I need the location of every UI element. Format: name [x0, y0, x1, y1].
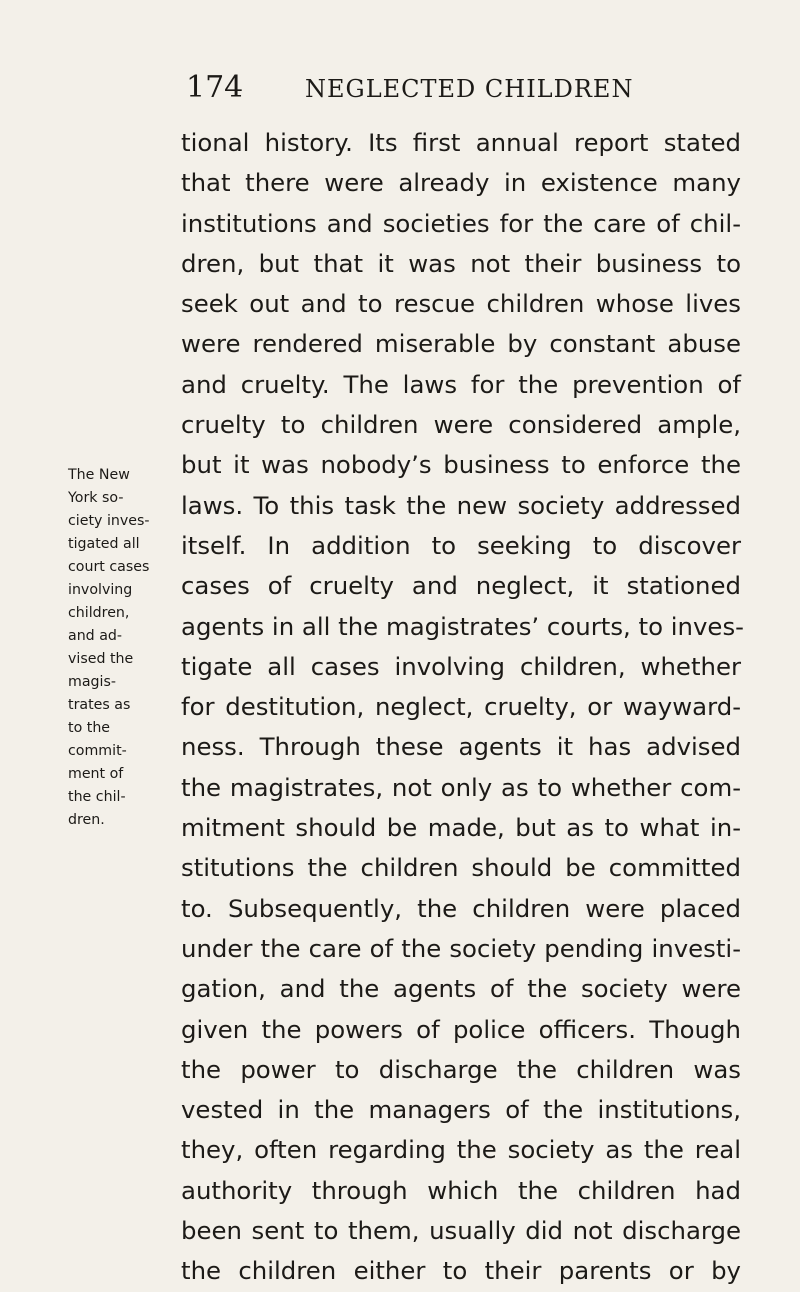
- body-line: the power to discharge the children was: [181, 1054, 741, 1084]
- body-line: tigate all cases involving children, whether: [181, 651, 741, 681]
- body-line: mitment should be made, but as to what in-: [181, 813, 741, 843]
- body-line: to. Subsequently, the children were placed: [181, 893, 741, 923]
- margin-note-line: York so-: [68, 490, 124, 506]
- body-line: itself. In addition to seeking to discover: [181, 530, 741, 560]
- margin-note-line: involving: [68, 582, 133, 598]
- margin-note-line: and ad-: [68, 628, 123, 644]
- margin-note-line: tigated all: [68, 536, 140, 552]
- body-line: agents in all the magistrates’ courts, to inves-: [181, 611, 744, 641]
- margin-note: [68, 464, 176, 832]
- body-line: stitutions the children should be committed: [181, 853, 741, 883]
- margin-note-line: children,: [68, 605, 130, 621]
- margin-note-line: dren.: [68, 812, 105, 828]
- body-line: authority through which the children had: [181, 1175, 741, 1205]
- margin-note-line: ciety inves-: [68, 513, 150, 529]
- body-line: were rendered miserable by constant abuse: [181, 329, 741, 359]
- body-line: and cruelty. The laws for the prevention of: [181, 369, 741, 399]
- margin-note-line: commit-: [68, 743, 127, 759]
- margin-note-line: magis-: [68, 674, 116, 690]
- body-line: cruelty to children were considered ample,: [181, 410, 741, 440]
- body-line: gation, and the agents of the society were: [181, 974, 741, 1004]
- page-number: 174: [186, 70, 244, 105]
- body-line: tional history. Its first annual report stated: [181, 128, 741, 157]
- body-line: vested in the managers of the institutions,: [181, 1095, 741, 1125]
- margin-note-line: vised the: [68, 651, 134, 667]
- body-line: for destitution, neglect, cruelty, or wayward-: [181, 692, 741, 722]
- running-title: NEGLECTED CHILDREN: [305, 75, 634, 103]
- margin-note-line: The New: [68, 467, 130, 483]
- body-line: given the powers of police officers. Though: [181, 1014, 741, 1044]
- running-head: [0, 70, 800, 110]
- body-line: under the care of the society pending investi-: [181, 933, 741, 963]
- body-line: cases of cruelty and neglect, it stationed: [181, 571, 741, 601]
- body-line: that there were already in existence many: [181, 168, 741, 198]
- body-line: dren, but that it was not their business to: [181, 248, 741, 278]
- body-line: been sent to them, usually did not discharge: [181, 1216, 741, 1246]
- body-line: but it was nobody’s business to enforce the: [181, 450, 741, 480]
- body-line: laws. To this task the new society addressed: [181, 490, 741, 520]
- margin-note-line: court cases: [68, 559, 150, 575]
- body-line: they, often regarding the society as the real: [181, 1135, 741, 1165]
- body-line: institutions and societies for the care of chil-: [181, 208, 741, 238]
- margin-note-line: trates as: [68, 697, 131, 713]
- body-line: the magistrates, not only as to whether com-: [181, 772, 741, 802]
- margin-note-line: ment of: [68, 766, 124, 782]
- margin-note-line: the chil-: [68, 789, 126, 805]
- body-paragraph: [181, 123, 744, 1292]
- body-line: ness. Through these agents it has advised: [181, 732, 741, 762]
- body-line: seek out and to rescue children whose lives: [181, 289, 741, 319]
- body-line: the children either to their parents or by: [181, 1256, 741, 1286]
- margin-note-line: to the: [68, 720, 111, 736]
